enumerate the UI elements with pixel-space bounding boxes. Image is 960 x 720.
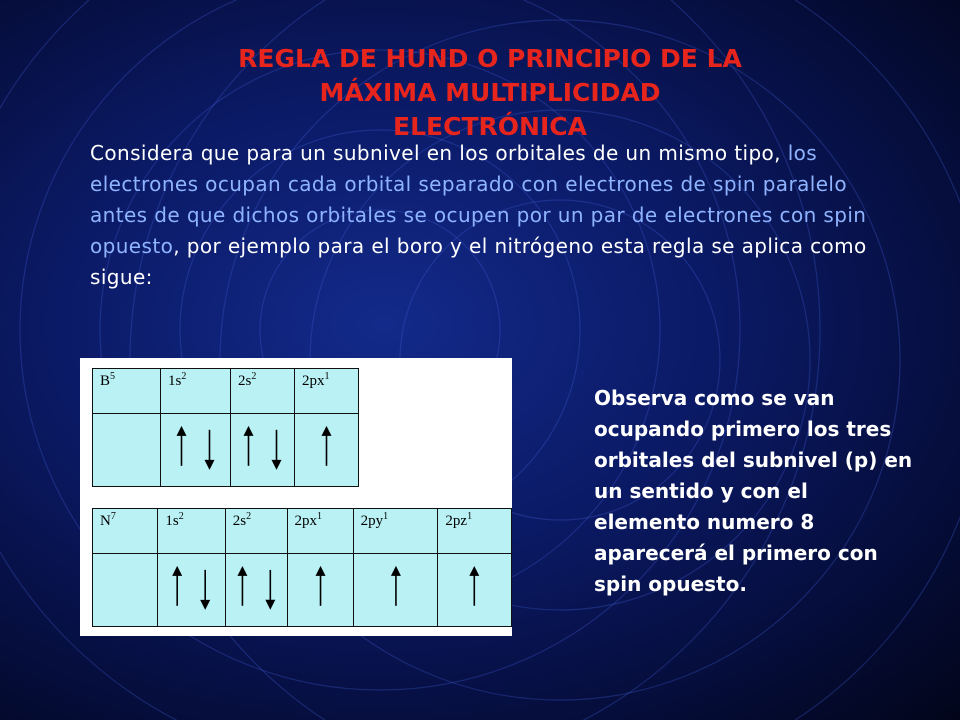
boron-spin-cell	[161, 414, 231, 487]
body-text-highlight: los electrones ocupan cada orbital separado con electrones de spin paralelo antes de que dichos orbitales se ocupen por un par de electrones con spin opuesto	[90, 141, 867, 258]
nitrogen-orbital-header	[225, 509, 287, 554]
boron-orbital-header	[295, 369, 359, 414]
orbital-occupancy: 1	[383, 511, 389, 522]
slide-title	[180, 42, 800, 144]
orbital-occupancy: 2	[181, 371, 187, 382]
title-line-2: MÁXIMA MULTIPLICIDAD	[319, 78, 661, 107]
orbital-name: 2s	[238, 373, 252, 389]
nitrogen-spin-cell	[158, 554, 225, 627]
spin-arrows	[226, 554, 287, 626]
nitrogen-orbital-header	[438, 509, 512, 554]
spin-arrows	[295, 414, 358, 486]
boron-symbol: B	[100, 373, 111, 389]
nitrogen-empty-cell	[93, 554, 158, 627]
spin-up-arrow-icon	[391, 566, 401, 576]
spin-arrows	[438, 554, 511, 626]
orbital-name: 2px	[302, 373, 325, 389]
spin-up-arrow-icon	[322, 426, 332, 436]
observation-note: Observa como se van ocupando primero los tres orbitales del subnivel (p) en un sentido y con el elemento numero 8 aparecerá el primero con spin opuesto.	[594, 386, 913, 596]
orbital-occupancy: 2	[178, 511, 184, 522]
nitrogen-spin-cell	[353, 554, 438, 627]
spin-arrows	[161, 414, 230, 486]
orbital-occupancy: 1	[467, 511, 473, 522]
spin-down-arrow-icon	[201, 600, 211, 610]
boron-spin-cell	[295, 414, 359, 487]
nitrogen-atomic-number: 7	[110, 511, 116, 522]
nitrogen-orbital-header	[287, 509, 353, 554]
spin-up-arrow-icon	[244, 426, 254, 436]
nitrogen-orbital-table	[92, 508, 512, 627]
orbital-occupancy: 1	[324, 371, 330, 382]
orbital-name: 2s	[232, 513, 247, 529]
spin-arrows	[158, 554, 224, 626]
spin-arrows	[288, 554, 353, 626]
boron-orbital-header	[231, 369, 295, 414]
orbital-occupancy: 1	[317, 511, 322, 522]
spin-arrows	[231, 414, 294, 486]
spin-up-arrow-icon	[173, 566, 183, 576]
spin-up-arrow-icon	[470, 566, 480, 576]
orbital-name: 1s	[165, 513, 179, 529]
spin-down-arrow-icon	[265, 600, 275, 610]
nitrogen-spin-cell	[438, 554, 512, 627]
boron-spin-cell	[231, 414, 295, 487]
nitrogen-orbital-header	[353, 509, 438, 554]
orbital-occupancy: 2	[251, 371, 257, 382]
title-line-1: REGLA DE HUND O PRINCIPIO DE LA	[238, 44, 742, 73]
spin-up-arrow-icon	[237, 566, 247, 576]
boron-orbital-table	[92, 368, 359, 487]
spin-up-arrow-icon	[315, 566, 325, 576]
orbital-name: 2py	[360, 513, 384, 529]
body-text-part-1: Considera que para un subnivel en los orbitales de un mismo tipo,	[90, 141, 788, 165]
title-line-3: ELECTRÓNICA	[393, 112, 587, 141]
nitrogen-symbol-cell	[93, 509, 158, 554]
nitrogen-spin-cell	[225, 554, 287, 627]
orbital-diagram-figure	[80, 358, 512, 636]
boron-empty-cell	[93, 414, 161, 487]
orbital-name: 2px	[294, 513, 317, 529]
spin-up-arrow-icon	[177, 426, 187, 436]
nitrogen-spin-cell	[287, 554, 353, 627]
spin-down-arrow-icon	[205, 460, 215, 470]
body-text-part-2: , por ejemplo para el boro y el nitrógeno esta regla se aplica como sigue:	[90, 234, 867, 289]
boron-symbol-cell	[93, 369, 161, 414]
spin-arrows	[354, 554, 438, 626]
orbital-name: 1s	[168, 373, 182, 389]
nitrogen-symbol: N	[100, 513, 111, 529]
nitrogen-orbital-header	[158, 509, 225, 554]
boron-orbital-header	[161, 369, 231, 414]
body-paragraph	[90, 138, 890, 293]
orbital-name: 2pz	[445, 513, 468, 529]
spin-down-arrow-icon	[272, 460, 282, 470]
boron-atomic-number: 5	[110, 371, 116, 382]
orbital-occupancy: 2	[246, 511, 252, 522]
